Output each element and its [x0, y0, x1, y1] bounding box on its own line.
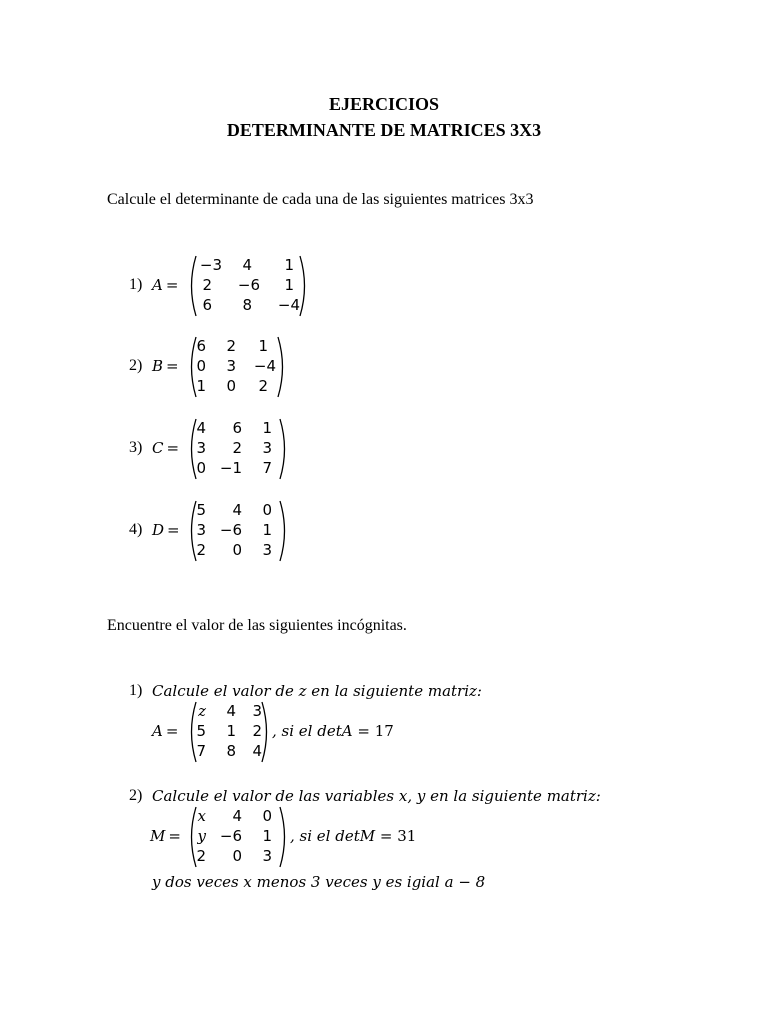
section2-intro: Encuentre el valor de las siguientes incógnitas. [107, 617, 407, 634]
matrix-cell: z [198, 702, 206, 720]
problem-1-statement: Calcule el valor de z en la siguiente matriz: [152, 682, 482, 700]
matrix-cell: x [197, 807, 206, 825]
matrix-cell: −4 [253, 357, 276, 375]
matrix-cell: 7 [262, 459, 272, 477]
condition-text: , si el detM = [290, 827, 398, 845]
condition-value: 31 [397, 827, 417, 845]
matrix-cell: −1 [219, 459, 242, 477]
matrix-cell: 8 [242, 296, 252, 314]
condition-text: , si el detA = [272, 722, 375, 740]
matrix-cell: 5 [196, 501, 206, 519]
matrix-cell: 3 [196, 439, 206, 457]
exercise-number: 2) [129, 357, 143, 374]
matrix-cell: 3 [252, 702, 262, 720]
matrix-cell: 5 [196, 722, 206, 740]
matrix-cell: 1 [262, 827, 272, 845]
matrix-d [196, 500, 290, 562]
exercise-number: 4) [129, 521, 143, 538]
matrix-cell: y [197, 827, 206, 845]
matrix-name: A = [152, 722, 179, 740]
matrix-cell: 2 [232, 439, 242, 457]
matrix-cell: 2 [202, 276, 212, 294]
right-paren [278, 806, 290, 868]
matrix-cell: 2 [258, 377, 268, 395]
matrix-cell: 1 [258, 337, 268, 355]
matrix-cell: 4 [242, 256, 252, 274]
matrix-cell: −6 [219, 521, 242, 539]
matrix-b [196, 336, 286, 398]
matrix-cell: 3 [262, 541, 272, 559]
problem-1-equation [0, 701, 768, 761]
matrix-cell: 3 [226, 357, 236, 375]
matrix-cell: 1 [262, 419, 272, 437]
matrix-cell: 1 [284, 276, 294, 294]
matrix-cell: 0 [226, 377, 236, 395]
matrix-cell: −6 [237, 276, 260, 294]
matrix-name: B = [152, 357, 179, 375]
matrix-m [196, 806, 290, 868]
exercise-2 [0, 336, 768, 396]
matrix-cell: 0 [262, 807, 272, 825]
matrix-cell: 4 [196, 419, 206, 437]
matrix-cell: 1 [226, 722, 236, 740]
matrix-cell: 0 [262, 501, 272, 519]
exercise-number: 1) [129, 276, 143, 293]
matrix-a [196, 255, 308, 317]
matrix-cell: −4 [277, 296, 300, 314]
exercise-1 [0, 255, 768, 315]
matrix-cell: 2 [196, 847, 206, 865]
matrix-cell: 4 [232, 501, 242, 519]
right-paren [298, 255, 310, 317]
matrix-cell: 3 [262, 847, 272, 865]
matrix-cell: 2 [196, 541, 206, 559]
matrix-cell: 6 [196, 337, 206, 355]
determinant-condition [272, 721, 394, 741]
problem-2-equation [0, 806, 768, 866]
exercise-3 [0, 418, 768, 478]
matrix-cell: 3 [262, 439, 272, 457]
matrix-cell: 7 [196, 742, 206, 760]
matrix-cell: 4 [232, 807, 242, 825]
title-line-1: EJERCICIOS [328, 94, 440, 114]
matrix-cell: 0 [196, 459, 206, 477]
matrix-cell: 1 [284, 256, 294, 274]
right-paren [260, 701, 272, 763]
matrix-name: M = [150, 827, 181, 845]
matrix-cell: −6 [219, 827, 242, 845]
matrix-name: A = [152, 276, 179, 294]
matrix-cell: 0 [232, 847, 242, 865]
title-line-2: DETERMINANTE DE MATRICES 3X3 [226, 120, 542, 140]
exercise-4 [0, 500, 768, 560]
matrix-name: D = [152, 521, 180, 539]
right-paren [278, 418, 290, 480]
matrix-cell: 1 [262, 521, 272, 539]
matrix-cell: 0 [196, 357, 206, 375]
matrix-c [196, 418, 290, 480]
determinant-condition [290, 826, 416, 846]
matrix-cell: 4 [226, 702, 236, 720]
problem-2-extra-condition: y dos veces x menos 3 veces y es igial a − 8 [152, 873, 486, 891]
condition-value: 17 [374, 722, 394, 740]
problem-1-number: 1) [129, 682, 143, 699]
right-paren [278, 500, 290, 562]
matrix-name: C = [152, 439, 180, 457]
matrix-cell: 6 [202, 296, 212, 314]
matrix-cell: 2 [252, 722, 262, 740]
matrix-cell: 8 [226, 742, 236, 760]
matrix-cell: 4 [252, 742, 262, 760]
section1-intro: Calcule el determinante de cada una de las siguientes matrices 3x3 [107, 191, 534, 208]
matrix-cell: 0 [232, 541, 242, 559]
problem-2-statement: Calcule el valor de las variables x, y en la siguiente matriz: [152, 787, 601, 805]
right-paren [276, 336, 288, 398]
matrix-cell: 2 [226, 337, 236, 355]
matrix-cell: −3 [199, 256, 222, 274]
exercise-number: 3) [129, 439, 143, 456]
problem-2-number: 2) [129, 787, 143, 804]
matrix-cell: 6 [232, 419, 242, 437]
matrix-cell: 3 [196, 521, 206, 539]
matrix-cell: 1 [196, 377, 206, 395]
